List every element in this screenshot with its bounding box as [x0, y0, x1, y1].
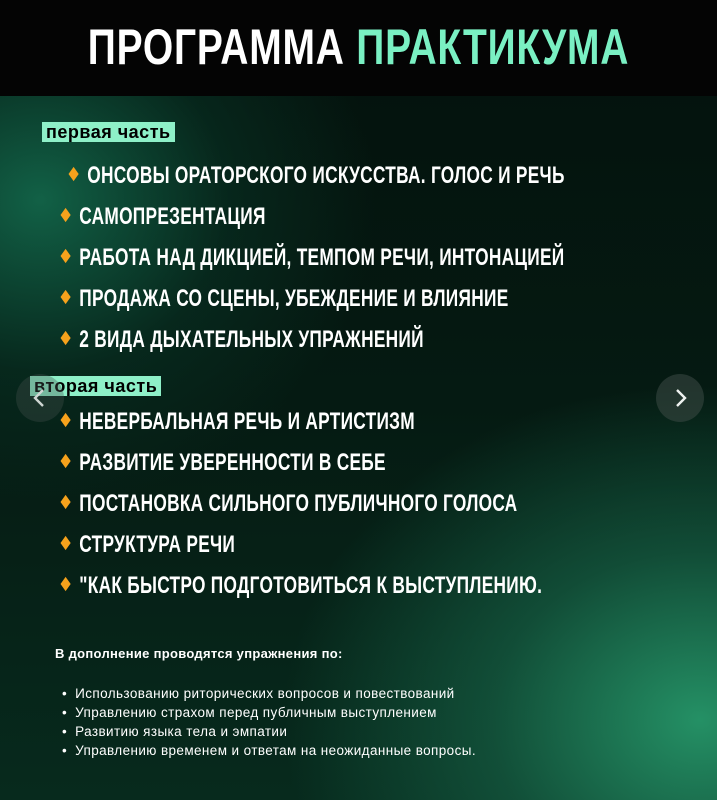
diamond-bullet-icon: [61, 495, 71, 509]
title-accent: ПРАКТИКУМА: [356, 19, 630, 75]
chevron-right-icon: [669, 387, 691, 409]
header-bar: [0, 0, 717, 96]
part1-item-1: ОНСОВЫ ОРАТОРСКОГО ИСКУССТВА. ГОЛОС И РЕЧЬ: [70, 162, 565, 190]
prev-slide-button[interactable]: [16, 374, 64, 422]
diamond-bullet-icon: [61, 208, 71, 222]
diamond-bullet-icon: [61, 290, 71, 304]
part2-label: вторая часть: [30, 376, 161, 396]
extra-title: В дополнение проводятся упражнения по:: [55, 646, 343, 661]
part1-item-4: ПРОДАЖА СО СЦЕНЫ, УБЕЖДЕНИЕ И ВЛИЯНИЕ: [62, 285, 509, 313]
part2-item-1: НЕВЕРБАЛЬНАЯ РЕЧЬ И АРТИСТИЗМ: [62, 408, 415, 436]
extra-item: • Управлению страхом перед публичным выступлением: [62, 703, 476, 722]
part1-label: первая часть: [42, 122, 175, 142]
chevron-left-icon: [29, 387, 51, 409]
diamond-bullet-icon: [61, 331, 71, 345]
extra-item: • Управлению временем и ответам на неожиданные вопросы.: [62, 741, 476, 760]
part2-item-3: ПОСТАНОВКА СИЛЬНОГО ПУБЛИЧНОГО ГОЛОСА: [62, 490, 517, 518]
diamond-bullet-icon: [61, 413, 71, 427]
diamond-bullet-icon: [61, 536, 71, 550]
extra-list: [62, 684, 476, 760]
extra-item: • Развитию языка тела и эмпатии: [62, 722, 476, 741]
page-title: [79, 14, 638, 80]
diamond-bullet-icon: [61, 249, 71, 263]
next-slide-button[interactable]: [656, 374, 704, 422]
diamond-bullet-icon: [69, 167, 79, 181]
part2-item-5: "КАК БЫСТРО ПОДГОТОВИТЬСЯ К ВЫСТУПЛЕНИЮ.: [62, 572, 542, 600]
part1-item-3: РАБОТА НАД ДИКЦИЕЙ, ТЕМПОМ РЕЧИ, ИНТОНАЦИЕЙ: [62, 244, 565, 272]
part1-item-2: САМОПРЕЗЕНТАЦИЯ: [62, 203, 266, 231]
extra-item: • Использованию риторических вопросов и повествований: [62, 684, 476, 703]
title-main: ПРОГРАММА: [87, 19, 345, 75]
diamond-bullet-icon: [61, 454, 71, 468]
part1-item-5: 2 ВИДА ДЫХАТЕЛЬНЫХ УПРАЖНЕНИЙ: [62, 326, 424, 354]
part2-item-4: СТРУКТУРА РЕЧИ: [62, 531, 235, 559]
part2-item-2: РАЗВИТИЕ УВЕРЕННОСТИ В СЕБЕ: [62, 449, 386, 477]
diamond-bullet-icon: [61, 577, 71, 591]
